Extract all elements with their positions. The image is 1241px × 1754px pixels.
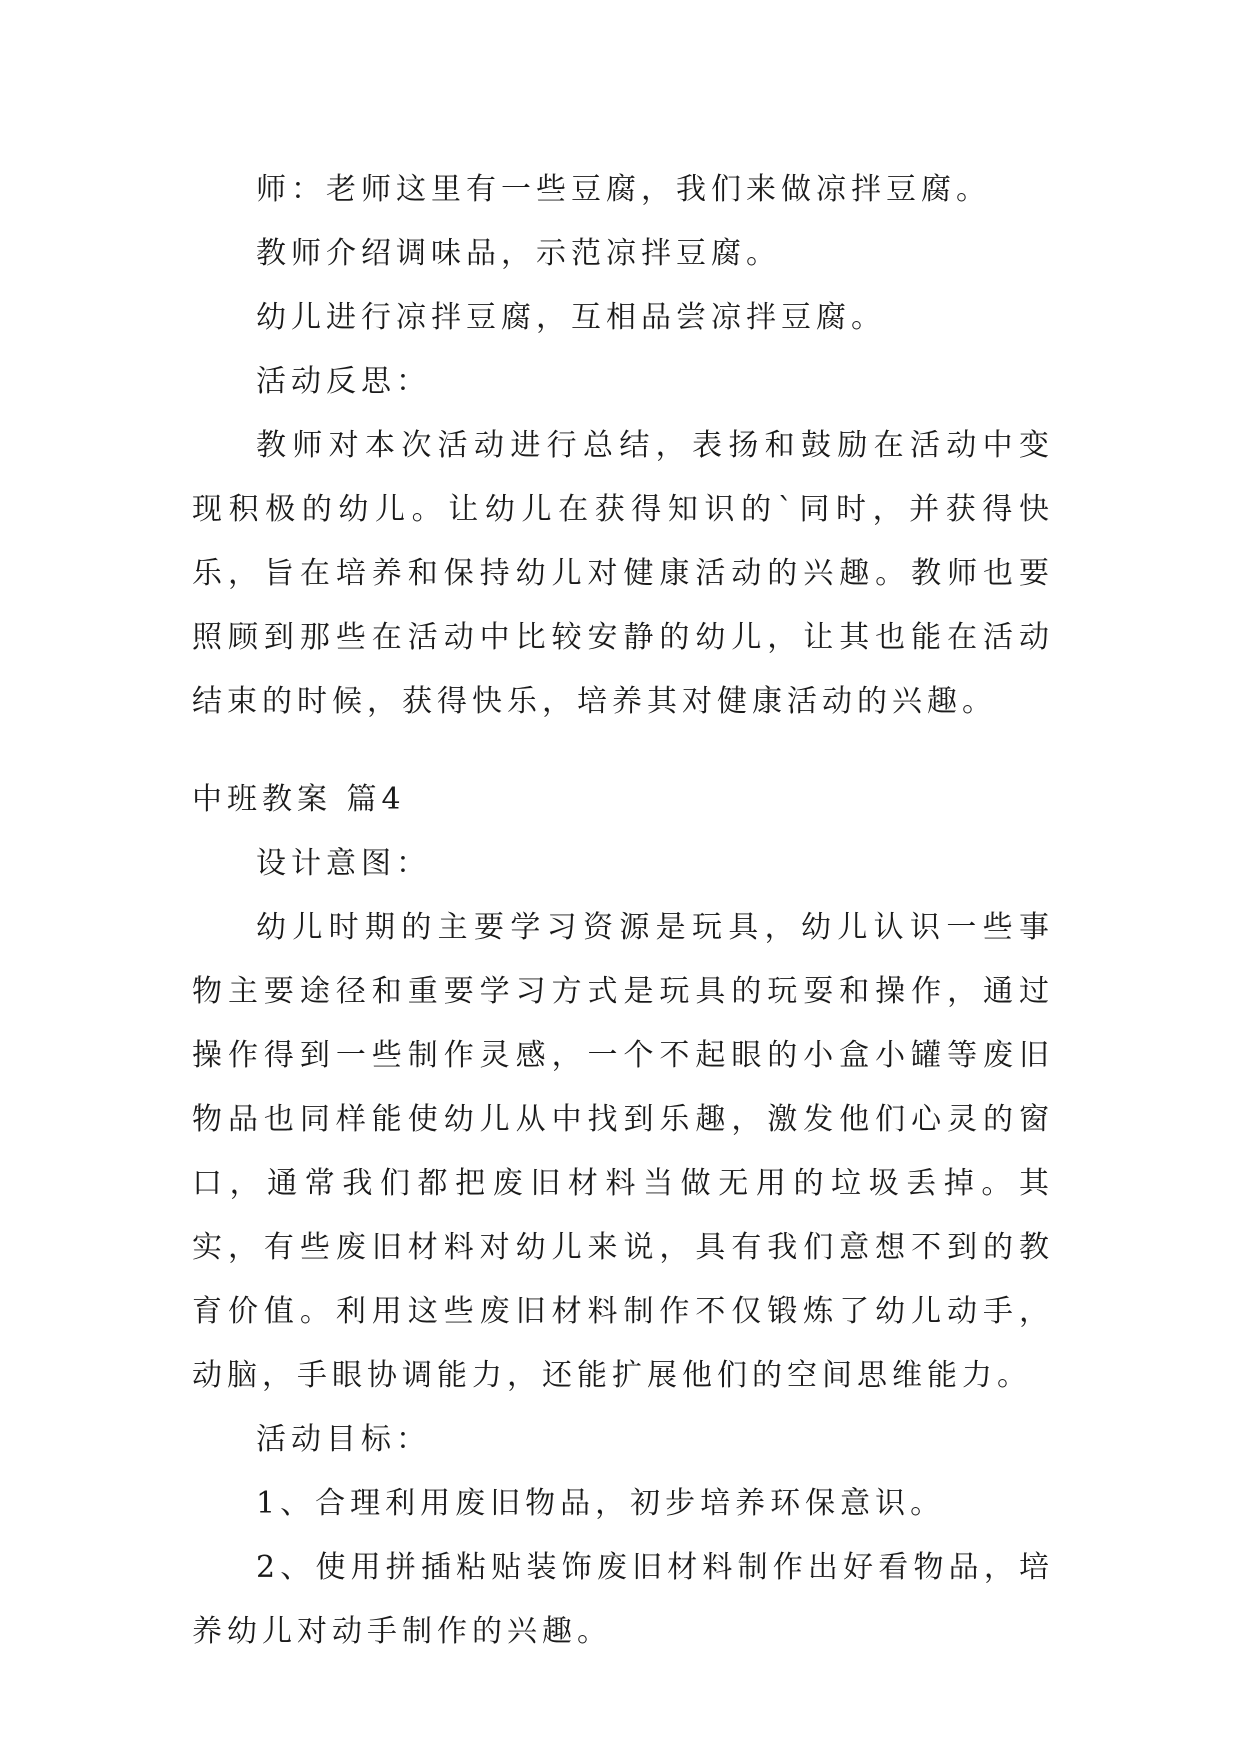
paragraph-goal-1: 1、合理利用废旧物品，初步培养环保意识。: [256, 1486, 946, 1521]
section-heading: 中班教案 篇4: [192, 782, 406, 817]
paragraph-goal-2: 2、使用拼插粘贴装饰废旧材料制作出好看物品，培养幼儿对动手制作的兴趣。: [192, 1550, 1054, 1649]
paragraph-introduce-seasoning: 教师介绍调味品，示范凉拌豆腐。: [256, 236, 781, 271]
paragraph-design-intent-label: 设计意图：: [256, 846, 431, 881]
paragraph-reflection-label: 活动反思：: [256, 364, 431, 399]
paragraph-children-make-tofu: 幼儿进行凉拌豆腐，互相品尝凉拌豆腐。: [256, 300, 886, 335]
paragraph-goals-label: 活动目标：: [256, 1422, 431, 1457]
paragraph-design-intent-body: 幼儿时期的主要学习资源是玩具，幼儿认识一些事物主要途径和重要学习方式是玩具的玩耍和操作，通过操作得到一些制作灵感，一个不起眼的小盒小罐等废旧物品也同样能使幼儿从中找到乐趣，激发他们心灵的窗口，通常我们都把废旧材料当做无用的垃圾丢掉。其实，有些废旧材料对幼儿来说，具有我们意想不到的教育价值。利用这些废旧材料制作不仅锻炼了幼儿动手，动脑，手眼协调能力，还能扩展他们的空间思维能力。: [192, 910, 1054, 1393]
paragraph-teacher-tofu: 师：老师这里有一些豆腐，我们来做凉拌豆腐。: [256, 172, 991, 207]
paragraph-reflection-body: 教师对本次活动进行总结，表扬和鼓励在活动中变现积极的幼儿。让幼儿在获得知识的`同时，并获得快乐，旨在培养和保持幼儿对健康活动的兴趣。教师也要照顾到那些在活动中比较安静的幼儿，让其也能在活动结束的时候，获得快乐，培养其对健康活动的兴趣。: [192, 428, 1054, 719]
document-body: [192, 158, 1054, 1664]
